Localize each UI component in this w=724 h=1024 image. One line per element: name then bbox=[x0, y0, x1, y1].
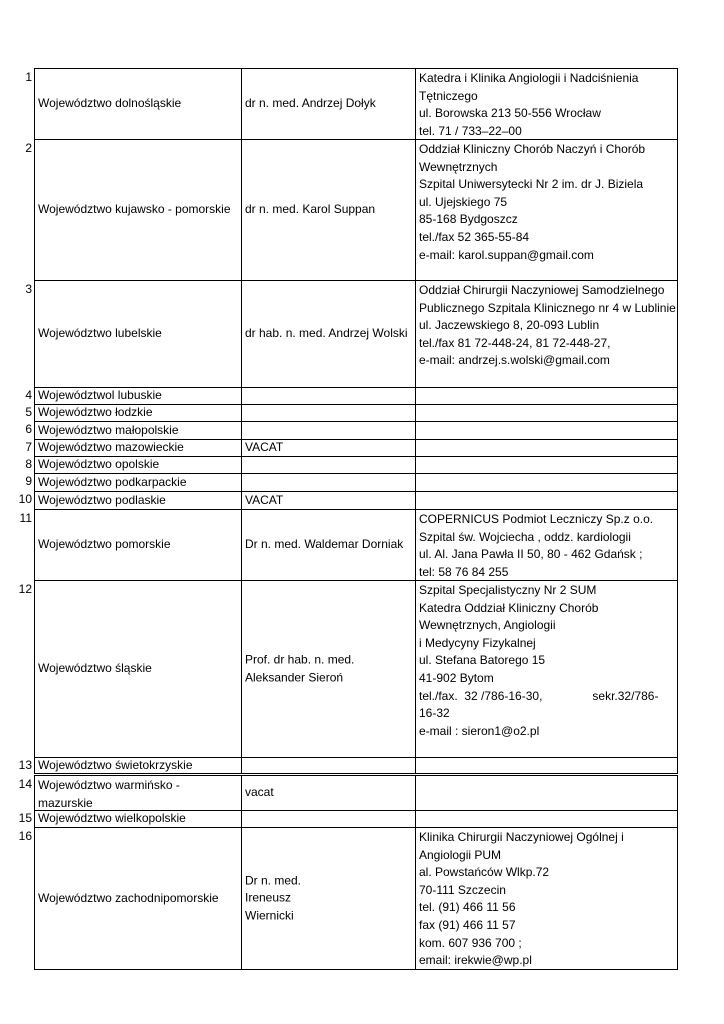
region-name: Województwo dolnośląskie bbox=[38, 96, 182, 111]
address-text: Oddział Chirurgii Naczyniowej Samodzielnego Publicznego Szpitala Klinicznego nr 4 w Lublinie ul. Jaczewskiego 8, 20-093 Lublin tel./fax 81 72-448-24, 81 72-448-27, e-mail: andrzej.s.wolski@gmail.com bbox=[419, 283, 676, 368]
person-name: vacat bbox=[245, 785, 274, 800]
row-number: 13 bbox=[18, 758, 32, 772]
person-name: VACAT bbox=[245, 440, 284, 455]
region-name: Województwo podlaskie bbox=[38, 492, 166, 507]
table-row bbox=[0, 456, 724, 474]
address-cell bbox=[415, 68, 678, 140]
person-cell bbox=[241, 473, 416, 492]
address-cell bbox=[415, 456, 678, 474]
row-number: 2 bbox=[25, 141, 32, 155]
person-cell bbox=[241, 775, 416, 811]
row-number: 15 bbox=[18, 811, 32, 825]
region-name: Województwo świetokrzyskie bbox=[38, 757, 193, 772]
address-cell bbox=[415, 810, 678, 828]
person-name: dr n. med. Karol Suppan bbox=[245, 202, 376, 217]
region-name: Województwo wielkopolskie bbox=[38, 811, 186, 826]
person-name: VACAT bbox=[245, 492, 284, 507]
row-number: 8 bbox=[25, 457, 32, 471]
row-number: 4 bbox=[25, 388, 32, 402]
table-row bbox=[0, 580, 724, 758]
person-name: dr n. med. Andrzej Dołyk bbox=[245, 96, 376, 111]
person-cell bbox=[241, 387, 416, 405]
table-row bbox=[0, 139, 724, 281]
table-row bbox=[0, 68, 724, 140]
table-row bbox=[0, 827, 724, 970]
region-name: Województwo śląskie bbox=[38, 661, 152, 676]
person-cell bbox=[241, 139, 416, 281]
address-cell bbox=[415, 421, 678, 440]
address-cell bbox=[415, 473, 678, 492]
person-cell bbox=[241, 280, 416, 388]
person-name: Dr n. med. Ireneusz Wiernicki bbox=[245, 873, 302, 923]
table-row bbox=[0, 404, 724, 422]
row-number: 6 bbox=[25, 422, 32, 436]
address-cell bbox=[415, 827, 678, 970]
address-cell bbox=[415, 775, 678, 811]
region-cell bbox=[34, 456, 242, 474]
region-name: Województwo kujawsko - pomorskie bbox=[38, 202, 231, 217]
address-cell bbox=[415, 491, 678, 510]
table-row bbox=[0, 421, 724, 440]
region-cell bbox=[34, 757, 242, 774]
address-cell bbox=[415, 757, 678, 774]
person-cell bbox=[241, 509, 416, 581]
region-name: Województwo podkarpackie bbox=[38, 474, 187, 489]
table-row bbox=[0, 775, 724, 811]
region-cell bbox=[34, 775, 242, 811]
region-name: Województwo pomorskie bbox=[38, 537, 171, 552]
address-text: Oddział Kliniczny Chorób Naczyń i Chorób Wewnętrznych Szpital Uniwersytecki Nr 2 im. dr J. Biziela ul. Ujejskiego 75 85-168 Bydgoszcz tel./fax 52 365-55-84 e-mail: karol.suppan@gmail.com bbox=[419, 142, 646, 262]
address-cell bbox=[415, 439, 678, 457]
person-cell bbox=[241, 456, 416, 474]
table-row bbox=[0, 509, 724, 581]
person-name: Prof. dr hab. n. med. Aleksander Sieroń bbox=[245, 652, 355, 684]
address-text: Katedra i Klinika Angiologii i Nadciśnienia Tętniczego ul. Borowska 213 50-556 Wrocław tel. 71 / 733–22–00 bbox=[419, 71, 639, 138]
person-cell bbox=[241, 421, 416, 440]
address-text: COPERNICUS Podmiot Leczniczy Sp.z o.o. Szpital św. Wojciecha , oddz. kardiologii ul. Al. Jana Pawła II 50, 80 - 462 Gdańsk ; tel: 58 76 84 255 bbox=[419, 512, 654, 579]
table-row bbox=[0, 387, 724, 405]
person-cell bbox=[241, 580, 416, 758]
person-cell bbox=[241, 404, 416, 422]
person-cell bbox=[241, 491, 416, 510]
region-cell bbox=[34, 439, 242, 457]
region-name: Województwo warmińsko - mazurskie bbox=[38, 778, 180, 810]
person-name: Dr n. med. Waldemar Dorniak bbox=[245, 537, 404, 552]
region-name: Województwo małopolskie bbox=[38, 422, 179, 437]
region-name: Województwo zachodnipomorskie bbox=[38, 890, 219, 905]
region-name: Województwo lubelskie bbox=[38, 326, 162, 341]
region-name: Województwol lubuskie bbox=[38, 388, 162, 403]
region-name: Województwo łodzkie bbox=[38, 405, 153, 420]
region-name: Województwo mazowieckie bbox=[38, 440, 184, 455]
address-cell bbox=[415, 387, 678, 405]
table-row bbox=[0, 757, 724, 774]
person-name: dr hab. n. med. Andrzej Wolski bbox=[245, 326, 408, 341]
region-cell bbox=[34, 280, 242, 388]
person-cell bbox=[241, 439, 416, 457]
row-number: 16 bbox=[18, 829, 32, 843]
region-cell bbox=[34, 509, 242, 581]
row-number: 3 bbox=[25, 282, 32, 296]
person-cell bbox=[241, 810, 416, 828]
person-cell bbox=[241, 757, 416, 774]
address-text: Klinika Chirurgii Naczyniowej Ogólnej i Angiologii PUM al. Powstańców Wlkp.72 70-111 Szczecin tel. (91) 466 11 56 fax (91) 466 11 57 kom. 607 936 700 ; email: irekwie@wp.pl bbox=[419, 830, 624, 968]
address-cell bbox=[415, 404, 678, 422]
row-number: 5 bbox=[25, 405, 32, 419]
row-number: 12 bbox=[18, 582, 32, 596]
row-number: 7 bbox=[25, 440, 32, 454]
table-row bbox=[0, 439, 724, 457]
region-cell bbox=[34, 139, 242, 281]
address-cell bbox=[415, 139, 678, 281]
region-cell bbox=[34, 68, 242, 140]
region-cell bbox=[34, 827, 242, 970]
row-number: 1 bbox=[25, 70, 32, 84]
row-number: 9 bbox=[25, 474, 32, 488]
address-cell bbox=[415, 509, 678, 581]
table-row bbox=[0, 280, 724, 388]
region-name: Województwo opolskie bbox=[38, 457, 160, 472]
address-text: Szpital Specjalistyczny Nr 2 SUM Katedra Oddział Kliniczny Chorób Wewnętrznych, Angiologii i Medycyny Fizykalnej ul. Stefana Batorego 15 41-902 Bytom tel./fax. 32 /786-16-30, sekr.32/786- 16-32 e-mail : sieron1@o2.pl bbox=[419, 583, 659, 738]
address-cell bbox=[415, 280, 678, 388]
row-number: 11 bbox=[19, 511, 32, 525]
person-cell bbox=[241, 68, 416, 140]
region-cell bbox=[34, 404, 242, 422]
region-cell bbox=[34, 387, 242, 405]
region-cell bbox=[34, 421, 242, 440]
region-cell bbox=[34, 491, 242, 510]
table-row bbox=[0, 491, 724, 510]
table-row bbox=[0, 810, 724, 828]
row-number: 10 bbox=[18, 492, 32, 506]
row-number: 14 bbox=[18, 777, 32, 791]
address-cell bbox=[415, 580, 678, 758]
table-row bbox=[0, 473, 724, 492]
person-cell bbox=[241, 827, 416, 970]
region-cell bbox=[34, 473, 242, 492]
region-cell bbox=[34, 810, 242, 828]
region-cell bbox=[34, 580, 242, 758]
